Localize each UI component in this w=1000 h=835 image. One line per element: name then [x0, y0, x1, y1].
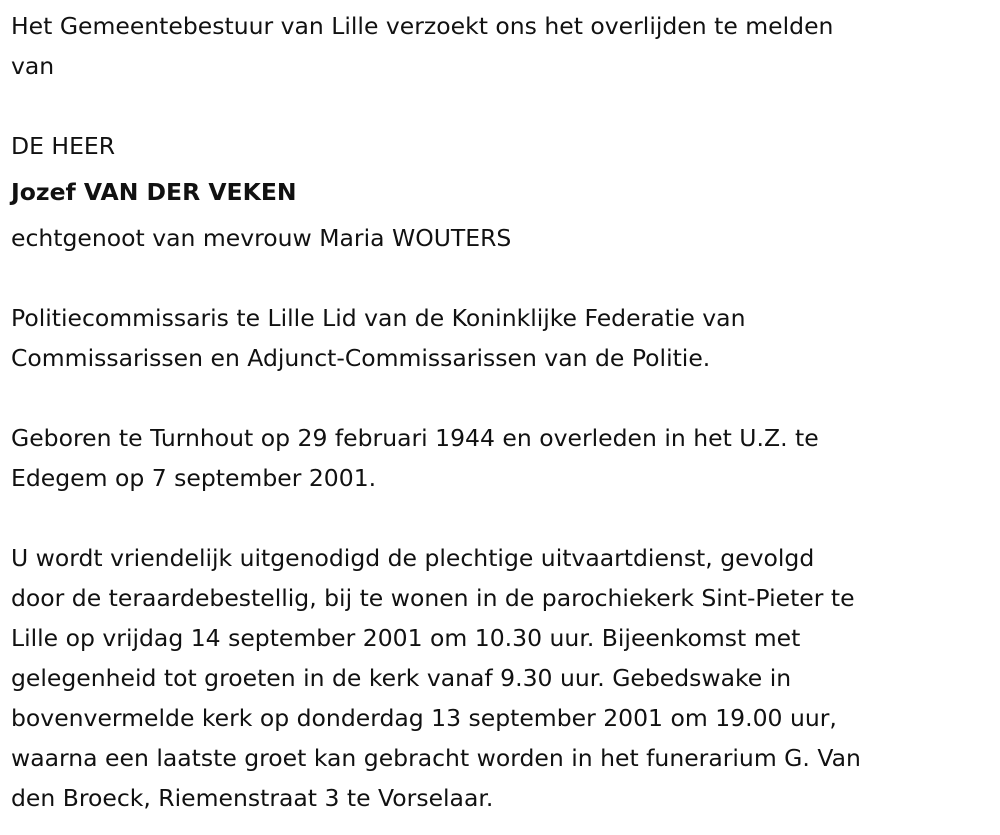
invitation-line: U wordt vriendelijk uitgenodigd de plechtige uitvaartdienst, gevolgd: [11, 544, 815, 572]
deceased-name: Jozef VAN DER VEKEN: [11, 178, 297, 206]
death-notice: [11, 6, 861, 818]
invitation-line: den Broeck, Riemenstraat 3 te Vorselaar.: [11, 784, 494, 812]
invitation-line: gelegenheid tot groeten in de kerk vanaf 9.30 uur. Gebedswake in: [11, 664, 792, 692]
invitation-line: waarna een laatste groet kan gebracht worden in het funerarium G. Van: [11, 744, 861, 772]
intro-line: van: [11, 52, 55, 80]
function-line: Commissarissen en Adjunct-Commissarissen van de Politie.: [11, 344, 711, 372]
invitation-paragraph: [11, 538, 861, 818]
function-paragraph: [11, 298, 861, 378]
spouse-line: echtgenoot van mevrouw Maria WOUTERS: [11, 224, 512, 252]
invitation-line: door de teraardebestellig, bij te wonen in de parochiekerk Sint-Pieter te: [11, 584, 855, 612]
invitation-line: bovenvermelde kerk op donderdag 13 september 2001 om 19.00 uur,: [11, 704, 837, 732]
intro-line: Het Gemeentebestuur van Lille verzoekt ons het overlijden te melden: [11, 12, 834, 40]
birth-death-line: Geboren te Turnhout op 29 februari 1944 en overleden in het U.Z. te: [11, 424, 819, 452]
intro-paragraph: [11, 6, 861, 86]
birth-death-line: Edegem op 7 september 2001.: [11, 464, 377, 492]
birth-death-paragraph: [11, 418, 861, 498]
function-line: Politiecommissaris te Lille Lid van de Koninklijke Federatie van: [11, 304, 746, 332]
invitation-line: Lille op vrijdag 14 september 2001 om 10.30 uur. Bijeenkomst met: [11, 624, 801, 652]
title: DE HEER: [11, 132, 116, 160]
